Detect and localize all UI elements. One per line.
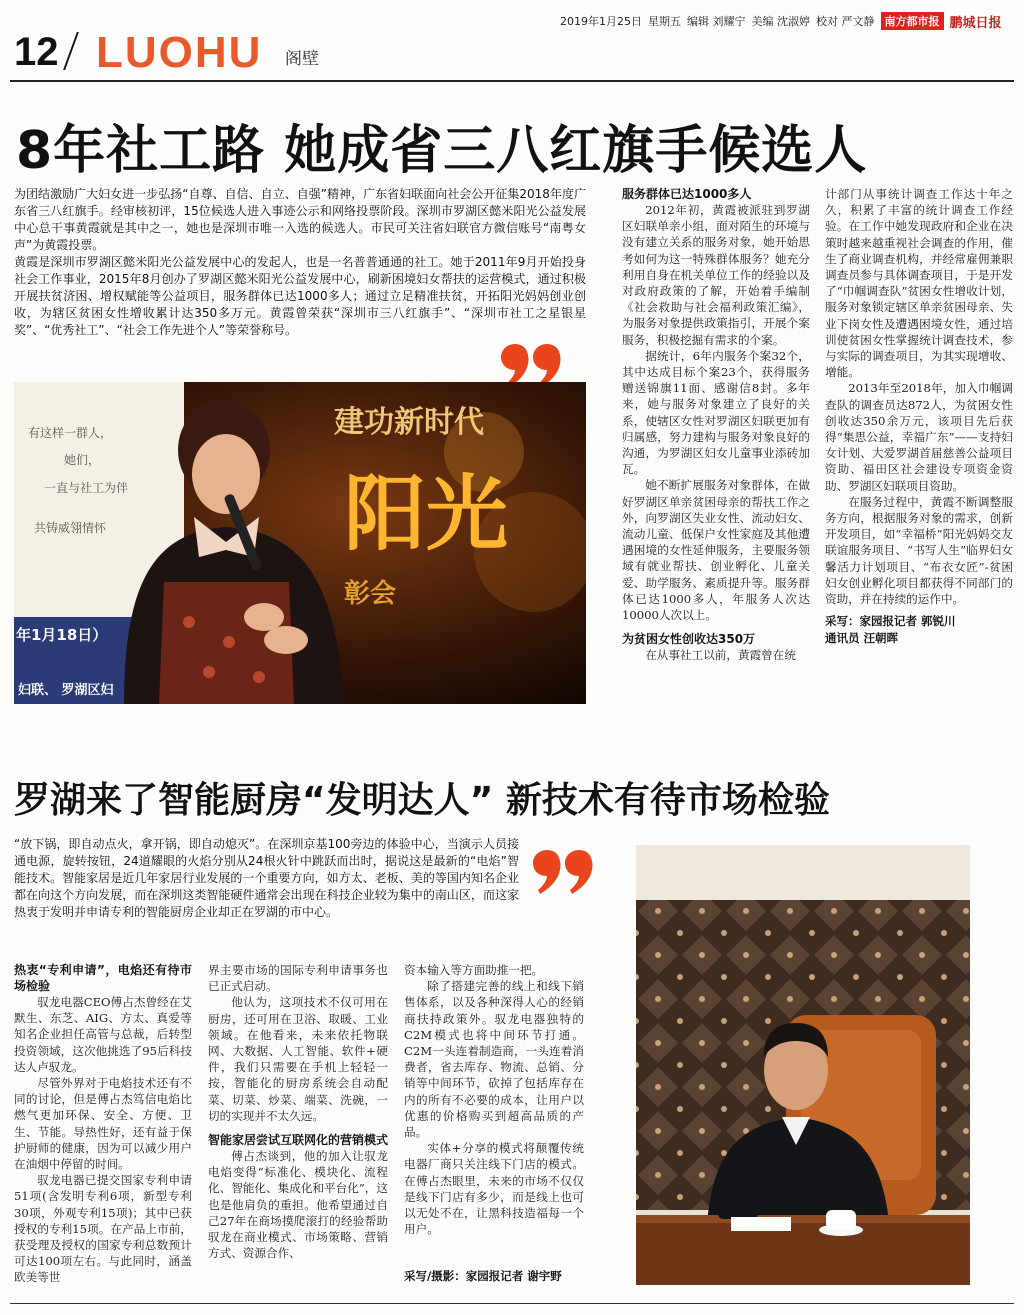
article2-column2 — [208, 962, 388, 1261]
photo-big-text: 阳光 — [344, 466, 509, 562]
article2-subhead2: 智能家居尝试互联网化的营销模式 — [208, 1133, 389, 1148]
article2-col3-para0: 资本输入等方面助推一把。 — [404, 963, 544, 977]
article1-lead — [14, 186, 586, 339]
article2-col1-para2: 尽管外界对于电焰技术还有不同的讨论，但是傅占杰笃信电焰比燃气更加环保、安全、方便、卫生、节能。导热性好，还有益于保护厨师的健康，因为可以减少用户在油烟中停留的时间。 — [14, 1076, 192, 1172]
photo-meeting-text: 彰会 — [344, 579, 397, 609]
photo-board-line1: 有这样一群人， — [28, 426, 113, 440]
article2-headline: 罗湖来了智能厨房“发明达人” 新技术有待市场检验 — [14, 780, 830, 821]
header-rule — [10, 80, 1014, 82]
article1-column2 — [825, 186, 1013, 647]
photo-banner-text: 建功新时代 — [334, 405, 484, 440]
article2-col3-para2: 实体+分享的模式将颠覆传统电器厂商只关注线下门店的模式。在傅占杰眼里，未来的市场不仅仅是线下门店有多少，而是线上也可以无处不在，让黑科技造福每一个用户。 — [404, 1141, 584, 1237]
issue-date: 2019年1月25日 — [560, 15, 642, 28]
article2-byline: 采写/摄影：家园报记者 谢宇野 — [404, 1269, 562, 1283]
article1-col2-para1: 计部门从事统计调查工作达十年之久，积累了丰富的统计调查工作经验。在工作中她发现政府和企业在决策时越来越重视社会调查的作用，催生了商业调查机构，并经常雇佣兼职调查员参与具体调查项目，于是开发了“巾帼调查队”贫困女性增收计划，服务对象锁定辖区单亲贫困母亲、失业下岗女性及遭遇困境女性，通过培训使贫困女性掌握统计调查技术，参与实际的调查项目，为其实现增收、增能。 — [825, 187, 1013, 380]
footer-rule — [10, 1303, 1014, 1304]
article2-lead: “放下锅，即自动点火，拿开锅，即自动熄灭”。在深圳京基100旁边的体验中心，当演示人员接通电源，旋转按钮，24道耀眼的火焰分别从24根火针中跳跃而出时，据说这是最新的“电焰”智能技术。智能家居是近几年家居行业发展的一个重要方向，如方太、老板、美的等国内知名企业都在向这个方向发展，而在深圳这类智能硬件通常会出现在科技企业较为集中的南山区，而这家热衷于发明并申请专利的智能厨房企业却正在罗湖的市中心。 — [14, 837, 519, 919]
article1-lead-para2: 黄霞是深圳市罗湖区懿米阳光公益发展中心的发起人，也是一名普普通通的社工。她于2011年9月开始投身社会工作事业，2015年8月创办了罗湖区懿米阳光公益发展中心，刷新困境妇女帮扶的运营模式，通过积极开展扶贫济困、增权赋能等公益项目，服务群体已达1000多人；通过立足精准扶贫，开拓阳光妈妈创业创收，为辖区贫困女性增收累计达350多万元。黄霞曾荣获“深圳市三八红旗手”、“深圳市社工之星银星奖”、“优秀社工”、“社会工作先进个人”等荣誉称号。 — [14, 255, 586, 337]
section-subtitle: 阁壁 — [285, 49, 319, 69]
article1-col1-para1: 2012年初，黄霞被派驻到罗湖区妇联单亲小组，面对陌生的环境与没有建立关系的服务对象，她开始思考如何为这一特殊群体服务？她充分利用自身在机关单位工作的经验以及对政府政策的了解，开始着手编制《社会救助与社会福利政策汇编》，为服务对象提供政策指引，开展个案服务，积极挖掘有需求的个案。 — [622, 203, 810, 347]
article1-photo — [14, 382, 586, 704]
article1-col2-para2: 2013年至2018年，加入巾帼调查队的调查员达872人，为贫困女性创收达350余万元，该项目先后获得“集思公益，幸福广东”——支持妇女计划、大爱罗湖首届慈善公益项目资助、福田区社会建设专项资金资助、罗湖区妇联项目资助。 — [825, 381, 1013, 493]
article2-col2-para2: 傅占杰谈到，他的加入让驭龙电焰变得“标准化、模块化、流程化、智能化、集成化和平台化”，这也是他肩负的重担。他希望通过自己27年在商场摸爬滚打的经验帮助驭龙在商业模式、市场策略、营销方式、资源合作、 — [208, 1149, 388, 1261]
article1-subhead1: 服务群体已达1000多人 — [622, 187, 752, 201]
photo-board-line4: 共铸威翎情怀 — [34, 521, 107, 535]
article2-col1-para1: 驭龙电器CEO傅占杰曾经在艾默生、东芝、AIG、方太、真爱等知名企业担任高管与总裁，后转型投资领域，这次他挑选了95后科技达人卢驭龙。 — [14, 995, 192, 1074]
page-number: 12 — [14, 30, 59, 74]
article2-col3-para1: 除了搭建完善的线上和线下销售体系，以及各种深得人心的经销商扶持政策外。驭龙电器独特的C2M模式也将中间环节打通。C2M一头连着制造商，一头连着消费者，省去库存、物流、总销、分销等中间环节，砍掉了包括库存在内的所有不必要的成本，让用户以优惠的价格购买到超高品质的产品。 — [404, 979, 584, 1140]
photo-bottom-text: 妇联、 罗湖区妇 — [18, 683, 114, 698]
photo-board-line2: 她们， — [64, 453, 101, 467]
article2-col2-para0: 界主要市场的国际专利申请事务也已正式启动。 — [208, 963, 388, 994]
newspaper-logo: 南方都市报 — [881, 12, 944, 30]
editor-credit: 编辑 刘耀宁 — [687, 15, 746, 28]
speaker-photo-illustration — [14, 382, 586, 704]
photo-board-line3: 一直与社工为伴 — [44, 481, 129, 495]
article1-lead-para1: 为团结激励广大妇女进一步弘扬“自尊、自信、自立、自强”精神，广东省妇联面向社会公开征集2018年度广东省三八红旗手。经审核初评，15位候选人进入事迹公示和网络投票阶段。深圳市罗湖区懿米阳光公益发展中心总干事黄霞就是其中之一，她也是深圳市唯一入选的候选人。市民可关注省妇联官方微信账号“南粤女声”为黄霞投票。 — [14, 187, 586, 252]
article1-column1 — [622, 186, 810, 663]
article1-subhead2: 为贫困女性创收达350万 — [622, 632, 756, 647]
photo-date-text: 年1月18日） — [16, 626, 108, 644]
proof-credit: 校对 严文静 — [816, 15, 875, 28]
brand-logo: 鹏城日报 — [949, 15, 1002, 31]
article1-col1-para2: 据统计，6年内服务个案32个，其中达成目标个案23个，获得服务赠送锦旗11面、感谢信8封。多年来，她与服务对象建立了良好的关系，使辖区女性对罗湖区妇联更加有归属感，努力建构与服务对象良好的沟通，为罗湖区妇女儿童事业添砖加瓦。 — [622, 348, 810, 477]
article1-col2-para3: 在服务过程中，黄霞不断调整服务方向，根据服务对象的需求，创新开发项目，如“幸福桥”阳光妈妈交友联谊服务项目、“书写人生”临界妇女馨活力计划项目、“布衣女匠”-贫困妇女创业孵化项目都获得不同部门的资助，并在持续的运作中。 — [825, 494, 1013, 607]
art-credit: 美编 沈淑婷 — [751, 15, 810, 28]
quote-mark-icon-2 — [532, 848, 594, 896]
article2-photo — [636, 845, 970, 1285]
article2-col1-para3: 驭龙电器已提交国家专利申请51项(含发明专利6项，新型专利30项，外观专利15项)；其中已获授权的专利15项。在产品上市前，获受理及授权的国家专利总数预计可达100项左右。与此同时，涵盖欧美等世 — [14, 1173, 192, 1285]
article1-col1-para4: 在从事社工以前，黄霞曾在统 — [645, 648, 796, 663]
page-number-slash — [63, 32, 79, 70]
page-header-strip — [560, 10, 1015, 32]
article2-subhead1: 热衷“专利申请”，电焰还有待市场检验 — [14, 963, 192, 993]
article2-column1 — [14, 962, 192, 1286]
article2-col2-para1: 他认为，这项技术不仅可用在厨房，还可用在卫浴、取暖、工业领域。在他看来，未来依托物联网、大数据、人工智能、软件+硬件，我们只需要在手机上轻轻一按，智能化的厨房系统会自动配菜、切菜、炒菜、端菜、洗碗，一切的实现并不太久远。 — [208, 995, 388, 1123]
article1-byline2: 通讯员 汪朝晖 — [825, 631, 899, 646]
article2-column3 — [404, 962, 584, 1237]
article1-headline: 8年社工路 她成省三八红旗手候选人 — [16, 121, 868, 181]
interview-photo-illustration — [636, 845, 970, 1285]
issue-weekday: 星期五 — [648, 15, 681, 28]
article1-byline1: 采写：家园报记者 郭锐川 — [825, 614, 956, 629]
section-title: LUOHU — [96, 28, 263, 77]
article1-col1-para3: 她不断扩展服务对象群体，在做好罗湖区单亲贫困母亲的帮扶工作之外，向罗湖区失业女性、流动妇女、流动儿童、低保户女性家庭及其他遭遇困境的女性延伸服务，主要服务领域有就业帮扶、创业孵化、儿童关爱、助学服务、素质提升等。服务群体已达1000多人，年服务人次达10000人次以上。 — [622, 478, 810, 623]
